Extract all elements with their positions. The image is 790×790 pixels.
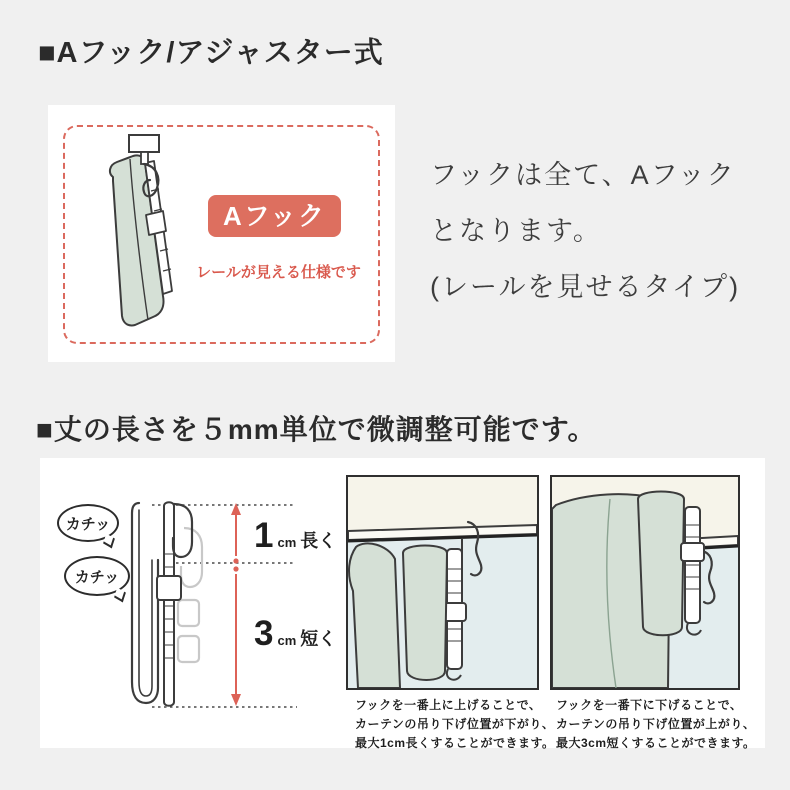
caption-line: フックを一番下に下げることで、: [556, 698, 743, 712]
longer-measure-label: [254, 516, 336, 556]
adjust-section-heading: ■丈の長さを５mm単位で微調整可能です。: [36, 414, 597, 445]
longer-direction: 長く: [300, 531, 337, 551]
click-sound-label: カチッ: [65, 515, 111, 533]
longer-value: 1: [254, 516, 274, 555]
description-line-1: フックは全て、Aフック: [430, 160, 736, 190]
length-adjust-panel: [40, 458, 765, 748]
adjuster-hook-drawing: [132, 502, 202, 706]
click-sound-bubble-1: [57, 504, 119, 542]
caption-line: カーテンの吊り下げ位置が上がり、: [556, 717, 756, 731]
shorter-unit: cm: [277, 633, 297, 648]
description-line-3: (レールを見せるタイプ): [430, 272, 741, 302]
caption-line: 最大3cm短くすることができます。: [556, 736, 756, 750]
description-line-2: となります。: [430, 216, 602, 246]
hook-section-heading: ■Aフック/アジャスター式: [38, 37, 384, 69]
rail-visible-note: レールが見える仕様です: [196, 264, 361, 281]
a-hook-illustration: [93, 133, 183, 338]
hook-raised-caption: [355, 696, 555, 753]
longer-unit: cm: [277, 535, 297, 550]
hook-lowered-caption: [556, 696, 756, 753]
hook-raised-scene: [346, 475, 539, 690]
click-sound-label: カチッ: [74, 568, 120, 586]
shorter-direction: 短く: [300, 629, 337, 649]
caption-line: 最大1cm長くすることができます。: [355, 736, 555, 750]
caption-line: カーテンの吊り下げ位置が下がり、: [355, 717, 555, 731]
shorter-value: 3: [254, 614, 274, 653]
hook-lowered-scene: [550, 475, 740, 690]
caption-line: フックを一番上に上げることで、: [355, 698, 542, 712]
hook-type-card: [48, 105, 395, 362]
a-hook-badge: Aフック: [208, 195, 341, 237]
shorter-measure-label: [254, 614, 336, 654]
hook-description: [430, 150, 740, 318]
measure-arrows: [231, 503, 241, 706]
click-sound-bubble-2: [64, 556, 130, 596]
